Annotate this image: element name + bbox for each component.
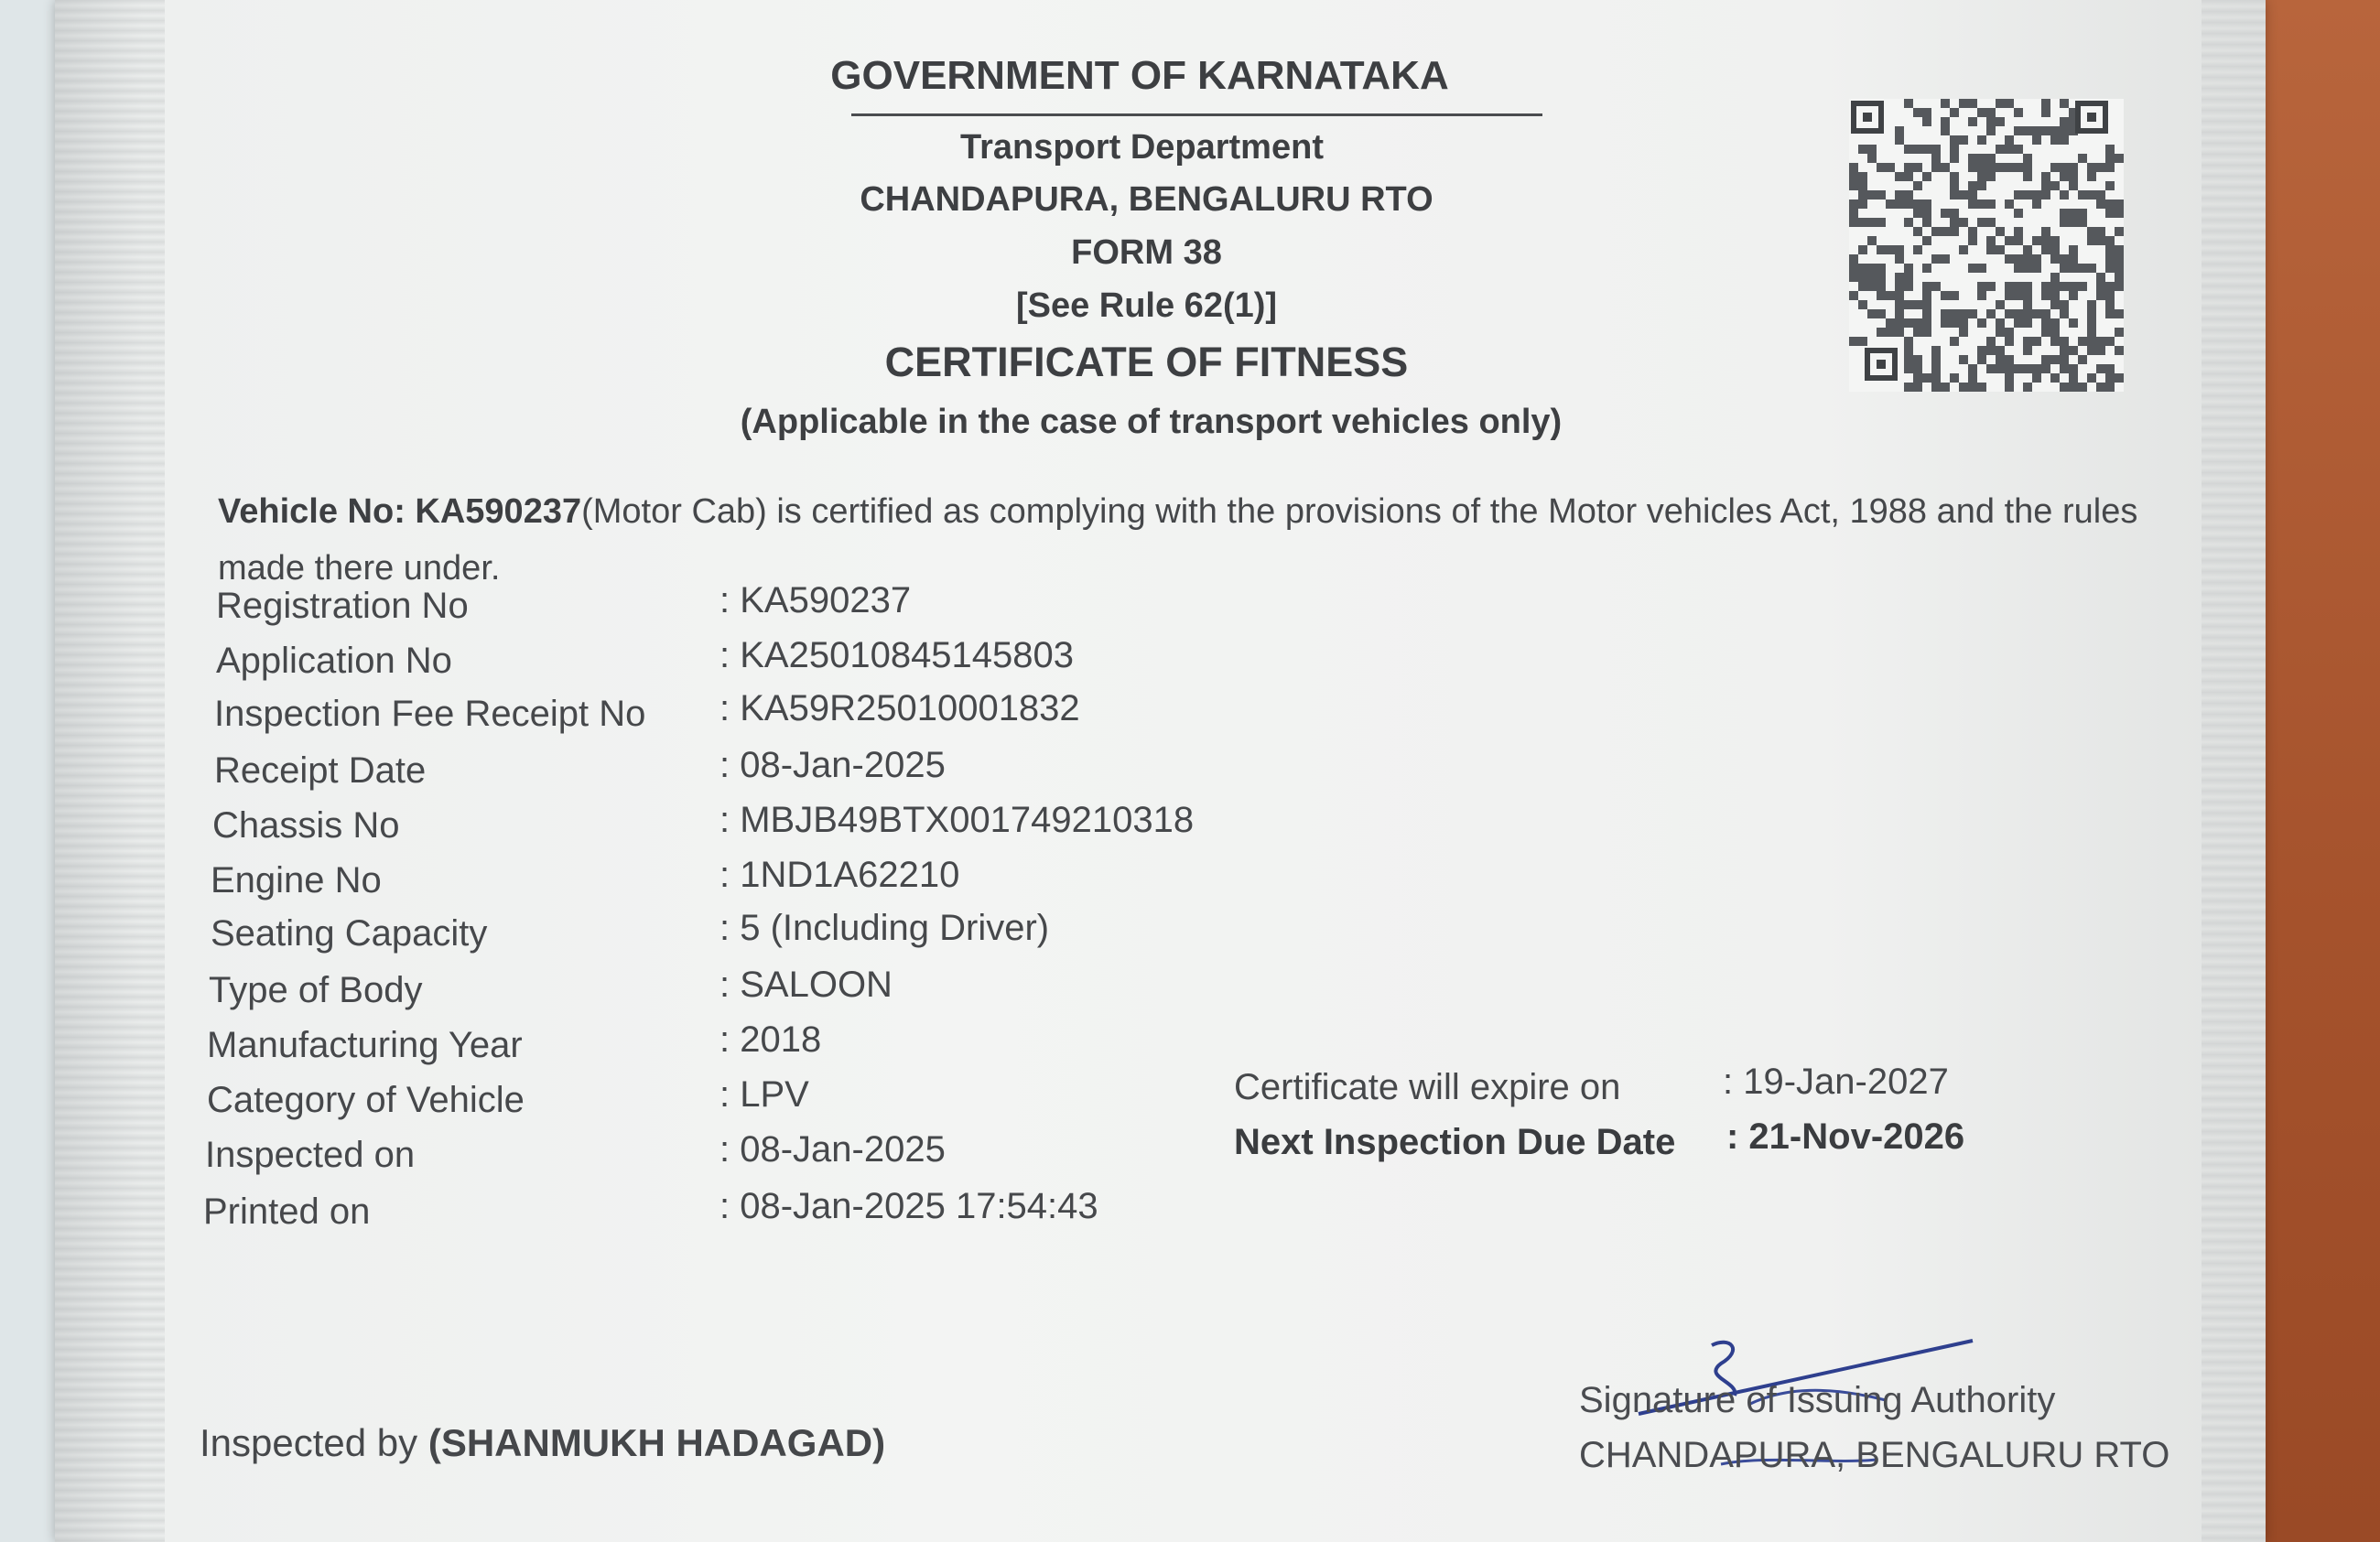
paper-left-edge [55, 0, 165, 1542]
field-label: Manufacturing Year [207, 1025, 523, 1065]
field-value: : KA590237 [719, 580, 912, 620]
signature-block [1579, 1373, 2169, 1483]
applicability-note: (Applicable in the case of transport vehicles only) [740, 403, 1563, 441]
issuing-office: CHANDAPURA, BENGALURU RTO [1579, 1435, 2170, 1475]
certificate-paper [55, 0, 2266, 1542]
vehicle-number: Vehicle No: KA590237 [218, 492, 582, 531]
field-value: : KA25010845145803 [719, 635, 1075, 675]
field-label: Chassis No [212, 805, 400, 846]
next-inspection-value: : 21-Nov-2026 [1726, 1116, 1965, 1157]
field-label: Category of Vehicle [207, 1080, 525, 1120]
form-number: FORM 38 [1071, 233, 1222, 272]
field-value: : 2018 [719, 1019, 822, 1060]
field-value: : MBJB49BTX001749210318 [719, 800, 1195, 840]
field-value: : 5 (Including Driver) [719, 908, 1050, 948]
inspector-name: (SHANMUKH HADAGAD) [427, 1421, 886, 1464]
field-label: Seating Capacity [211, 913, 488, 954]
field-label: Inspected on [205, 1135, 416, 1175]
next-inspection-label: Next Inspection Due Date [1234, 1122, 1676, 1162]
field-value: : SALOON [719, 965, 892, 1005]
field-label: Receipt Date [214, 750, 427, 791]
inspected-by [200, 1414, 885, 1472]
certification-statement [218, 483, 2195, 597]
field-label: Type of Body [209, 970, 423, 1010]
certificate-title: CERTIFICATE OF FITNESS [884, 339, 1409, 385]
inspected-by-label: Inspected by [200, 1421, 428, 1464]
qr-code-icon [1849, 99, 2124, 392]
issuing-authority-label: Signature of Issuing Authority [1579, 1380, 2056, 1420]
field-value: : LPV [719, 1074, 809, 1115]
field-value: : 08-Jan-2025 [719, 745, 946, 785]
field-label: Engine No [211, 860, 382, 900]
certification-text: (Motor Cab) is certified as complying with the provisions of the Motor vehicles Act, 1988 and the rules made there under. [218, 492, 2138, 588]
field-value: : KA59R25010001832 [719, 688, 1080, 728]
heading-underline [851, 113, 1542, 116]
field-label: Registration No [216, 586, 469, 626]
field-label: Printed on [203, 1192, 371, 1232]
rule-reference: [See Rule 62(1)] [1015, 286, 1278, 325]
government-heading: GOVERNMENT OF KARNATAKA [830, 53, 1449, 98]
field-value: : 08-Jan-2025 [719, 1129, 946, 1170]
field-label: Application No [216, 641, 452, 681]
field-value: : 08-Jan-2025 17:54:43 [719, 1186, 1098, 1226]
department-name: Transport Department [960, 128, 1324, 167]
paper-right-edge [2202, 0, 2266, 1542]
field-label: Inspection Fee Receipt No [214, 694, 646, 734]
office-name: CHANDAPURA, BENGALURU RTO [860, 180, 1433, 219]
expiry-label: Certificate will expire on [1234, 1067, 1621, 1107]
field-value: : 1ND1A62210 [719, 855, 960, 895]
expiry-value: : 19-Jan-2027 [1723, 1062, 1949, 1102]
